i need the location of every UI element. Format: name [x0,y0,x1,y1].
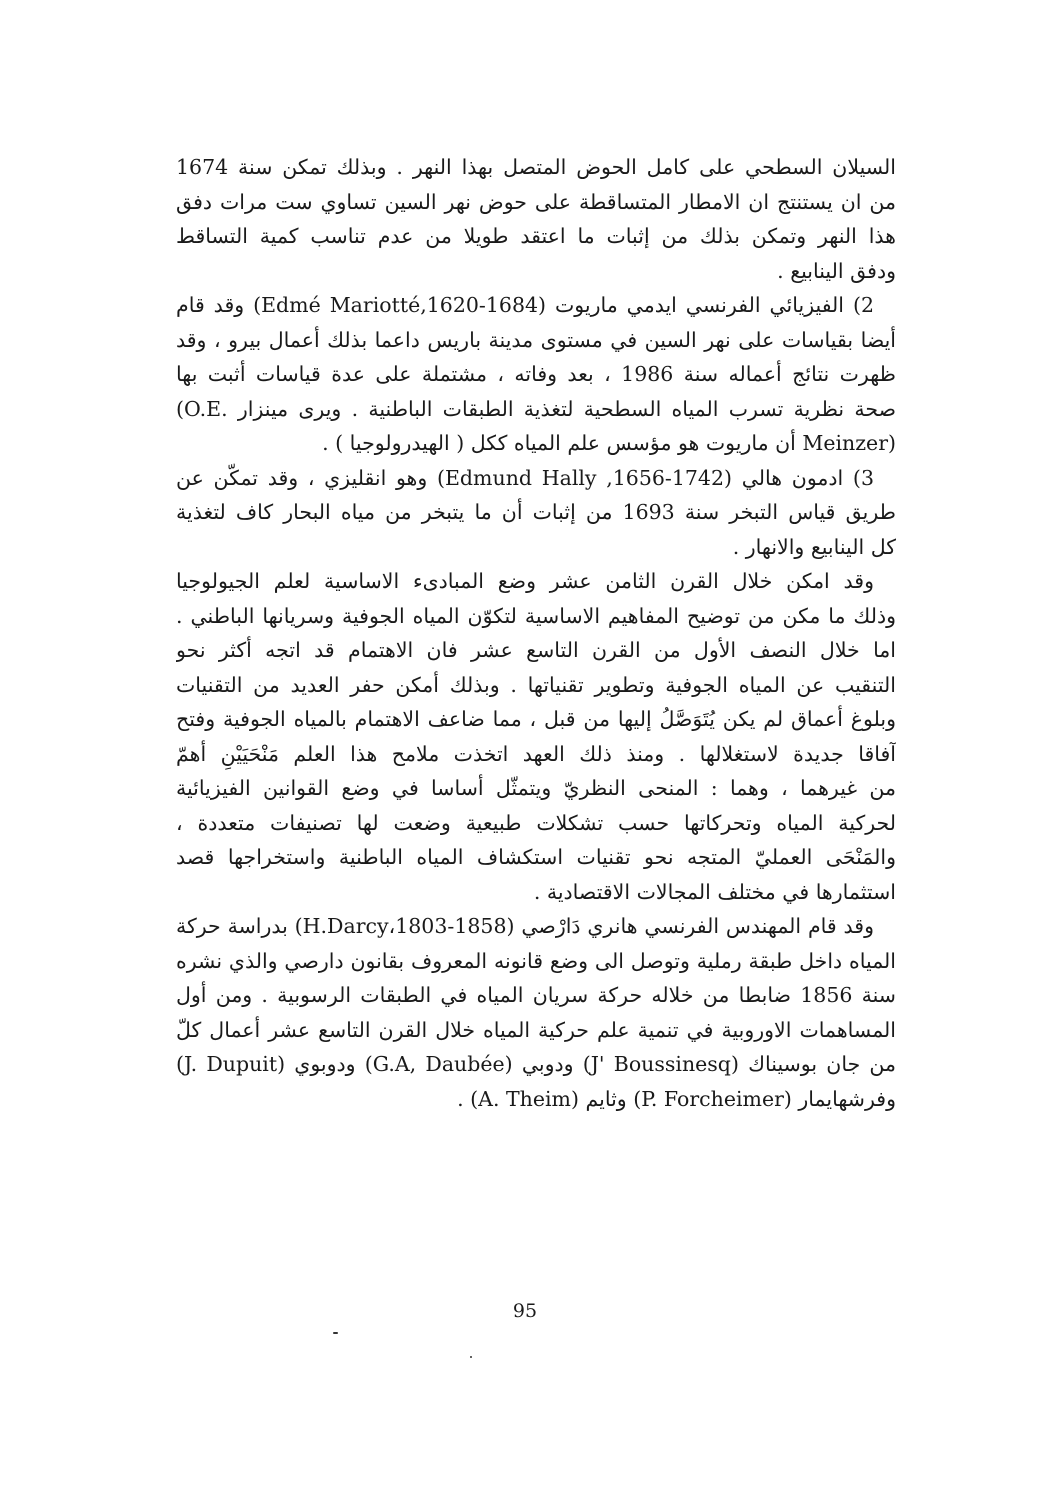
text-line: والمَنْحَى العمليّ المتجه نحو تقنيات استكشاف المياه الباطنية واستخراجها قصد [176,845,896,869]
text-line: سنة 1856 ضابطا من خلاله حركة سريان المياه في الطبقات الرسوبية . ومن أول [176,983,896,1007]
text-line: السيلان السطحي على كامل الحوض المتصل بهذا النهر . وبذلك تمكن سنة 1674 [176,155,896,179]
paragraph-4 [176,564,896,909]
text-line: وقد قام المهندس الفرنسي هانري دَارْصي (1858-1803،H.Darcy) بدراسة حركة [176,914,874,938]
paragraph-3 [176,461,896,565]
scan-speck [470,1356,472,1358]
paragraph-2 [176,288,896,461]
text-line: هذا النهر وتمكن بذلك من إثبات ما اعتقد طويلا من عدم تناسب كمية التساقط [176,224,896,248]
text-line: لحركية المياه وتحركاتها حسب تشكلات طبيعية وضعت لها تصنيفات متعددة ، [176,810,896,835]
text-line: ودفق الينابيع . [777,258,896,283]
text-line: المساهمات الاوروبية في تنمية علم حركية المياه خلال القرن التاسع عشر أعمال كلّ [176,1017,896,1042]
text-line: 2) الفيزيائي الفرنسي ايدمي ماريوت (1684-1620,Edmé Mariotté) وقد قام [176,293,874,317]
paragraph-5 [176,909,896,1116]
text-line: أيضا بقياسات على نهر السين في مستوى مدينة باريس داعما بذلك أعمال بيرو ، وقد [176,327,896,352]
text-line: كل الينابيع والانهار . [732,534,896,559]
text-line: التنقيب عن المياه الجوفية وتطوير تقنياتها . وبذلك أمكن حفر العديد من التقنيات [176,672,896,697]
text-line: وفرشهايمار (P. Forcheimer) وثايم (A. Theim) . [457,1086,896,1111]
paragraph-1 [176,150,896,288]
text-line: وذلك ما مكن من توضيح المفاهيم الاساسية لتكوّن المياه الجوفية وسريانها الباطني . [176,603,896,628]
text-line: صحة نظرية تسرب المياه السطحية لتغذية الطبقات الباطنية . ويرى مينزار .O.E) [176,396,896,421]
text-line: آفاقا جديدة لاستغلالها . ومنذ ذلك العهد اتخذت ملامح هذا العلم مَنْحَيَيْنِ أهمّ [176,741,896,766]
text-line: المياه داخل طبقة رملية وتوصل الى وضع قانونه المعروف بقانون دارصي والذي نشره [176,948,896,973]
text-line: وبلوغ أعماق لم يكن يُتَوَصَّلُ إليها من قبل ، مما ضاعف الاهتمام بالمياه الجوفية وفتح [176,707,896,731]
text-line: ظهرت نتائج أعماله سنة 1986 ، بعد وفاته ، مشتملة على عدة قياسات أثبت بها [176,362,896,386]
text-line: (Meinzer أن ماريوت هو مؤسس علم المياه ككل ( الهيدرولوجيا ) . [322,431,896,455]
scan-speck [333,1332,338,1334]
body-text [176,150,896,1116]
text-line: من غيرهما ، وهما : المنحى النظريّ ويتمثّل أساسا في وضع القوانين الفيزيائية [176,776,896,800]
text-line: من جان بوسيناك (J' Boussinesq) ودوبي (G.A, Daubée) ودوبوي (J. Dupuit) [176,1052,896,1076]
text-line: من ان يستنتج ان الامطار المتساقطة على حوض نهر السين تساوي ست مرات دفق [176,189,896,214]
text-line: اما خلال النصف الأول من القرن التاسع عشر فان الاهتمام قد اتجه أكثر نحو [176,638,896,662]
text-line: 3) ادمون هالي (1742-1656, Edmund Hally) وهو انقليزي ، وقد تمكّن عن [176,465,874,490]
text-line: وقد امكن خلال القرن الثامن عشر وضع المبادىء الاساسية لعلم الجيولوجيا [176,569,874,593]
page-number: 95 [512,1300,538,1322]
text-line: استثمارها في مختلف المجالات الاقتصادية . [533,879,896,904]
text-line: طريق قياس التبخر سنة 1693 من إثبات أن ما يتبخر من مياه البحار كاف لتغذية [176,500,896,524]
